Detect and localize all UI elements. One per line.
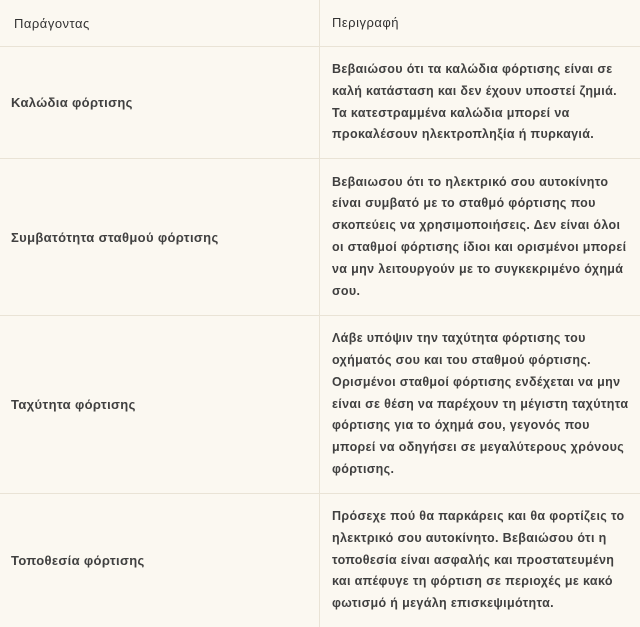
table-row bbox=[0, 159, 640, 316]
header-description: Περιγραφή bbox=[332, 15, 400, 31]
table-row bbox=[0, 316, 640, 494]
factor-cell: Συμβατότητα σταθμού φόρτισης bbox=[0, 159, 320, 315]
description-cell: Λάβε υπόψιν την ταχύτητα φόρτισης του οχήματός σου και του σταθμού φόρτισης. Ορισμένοι σταθμοί φόρτισης ενδέχεται να μην είναι σε θέση να παρέχουν τη μέγιστη ταχύτητα φόρτισης για το όχημά σου, γεγονός που μπορεί να οδηγήσει σε μεγαλύτερους χρόνους φόρτισης. bbox=[332, 331, 629, 476]
description-cell: Βεβαιωσου ότι το ηλεκτρικό σου αυτοκίνητο είναι συμβατό με το σταθμό φόρτισης που σκοπεύεις να χρησιμοποιήσεις. Δεν είναι όλοι οι σταθμοί φόρτισης ίδιοι και ορισμένοι μπορεί να μην λειτουργούν με το συγκεκριμένο όχημά σου. bbox=[332, 174, 627, 298]
factor-cell: Ταχύτητα φόρτισης bbox=[0, 316, 320, 493]
header-factor: Παράγοντας bbox=[0, 0, 320, 46]
factor-cell: Καλώδια φόρτισης bbox=[0, 47, 320, 158]
factor-cell: Τοποθεσία φόρτισης bbox=[0, 494, 320, 627]
table-row bbox=[0, 494, 640, 627]
description-cell: Βεβαιώσου ότι τα καλώδια φόρτισης είναι σε καλή κατάσταση και δεν έχουν υποστεί ζημιά. Τα κατεστραμμένα καλώδια μπορεί να προκαλέσουν ηλεκτροπληξία ή πυρκαγιά. bbox=[332, 61, 617, 142]
table-header-row bbox=[0, 0, 640, 47]
table-row bbox=[0, 47, 640, 159]
description-cell: Πρόσεχε πού θα παρκάρεις και θα φορτίζεις το ηλεκτρικό σου αυτοκίνητο. Βεβαιώσου ότι η τοποθεσία είναι ασφαλής και προστατευμένη και απέφυγε τη φόρτιση σε περιοχές με κακό φωτισμό ή μεγάλη επισκεψιμότητα. bbox=[332, 509, 625, 611]
